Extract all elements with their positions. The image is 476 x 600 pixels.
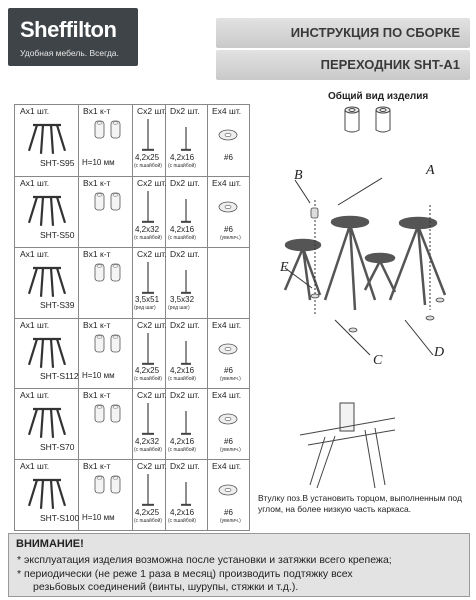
bushing-icon (95, 405, 104, 422)
column-header: Ex4 шт. (212, 461, 242, 472)
parts-table (14, 104, 250, 531)
leader-a (338, 178, 382, 205)
column-divider (132, 177, 133, 248)
washer-note: (увелич.) (220, 376, 241, 383)
bushing-icon (95, 476, 104, 493)
screw-c-note: (с пшайбой) (134, 447, 162, 454)
bushing-icon (111, 476, 120, 493)
screw-d-note: (с пшайбой) (168, 162, 196, 169)
column-divider (132, 389, 133, 460)
washer-note: (увелич.) (220, 234, 241, 241)
letter-d: D (434, 345, 445, 360)
model-name: SHT-S39 (40, 300, 75, 311)
column-header: Ax1 шт. (20, 461, 50, 472)
bushing-icon (111, 264, 120, 281)
model-name: SHT-S95 (40, 157, 75, 168)
screw-c-size: 4,2x32 (135, 437, 160, 447)
column-header: Bx1 к-т (83, 461, 111, 472)
letter-e: E (280, 260, 289, 275)
bushing-icon (95, 121, 104, 138)
column-divider (78, 105, 79, 176)
column-header: Dx2 шт. (170, 177, 200, 188)
column-header: Ex4 шт. (212, 319, 242, 330)
column-divider (132, 319, 133, 390)
column-header: Dx2 шт. (170, 461, 200, 472)
column-header: Dx2 шт. (170, 390, 200, 401)
leader-c (335, 320, 370, 355)
column-header: Bx1 к-т (83, 319, 111, 330)
bushing-top-right-icon (376, 107, 390, 132)
screw-c-note: (ред шаг) (134, 305, 156, 312)
bushing-icon (95, 264, 104, 281)
column-header: Ex4 шт. (212, 177, 242, 188)
column-divider (132, 105, 133, 176)
washer-size: #6 (224, 224, 233, 234)
stool-frames (285, 217, 445, 310)
column-divider (207, 105, 208, 176)
base-frame-icon (29, 409, 65, 438)
bushing-icon (111, 121, 120, 138)
screw-c-note: (с пшайбой) (134, 234, 162, 241)
letter-a: A (426, 163, 435, 178)
washer-hole-icon (225, 418, 231, 421)
document-subtitle: ПЕРЕХОДНИК SHT-A1 (320, 57, 460, 72)
table-row (15, 459, 249, 531)
bushing-icon (111, 405, 120, 422)
column-divider (78, 177, 79, 248)
model-name: SHT-S50 (40, 229, 75, 240)
washer-size: #6 (224, 507, 233, 517)
column-divider (207, 389, 208, 460)
column-divider (207, 460, 208, 531)
screw-d-note: (с пшайбой) (168, 517, 196, 524)
screw-d-note: (с пшайбой) (168, 376, 196, 383)
column-header: Ax1 шт. (20, 390, 50, 401)
screw-c-size: 4,2x32 (135, 224, 160, 234)
screw-d-size: 4,2x16 (170, 224, 195, 234)
column-divider (78, 248, 79, 319)
column-header: Ax1 шт. (20, 319, 50, 330)
letter-b: B (294, 168, 303, 183)
warning-box (8, 533, 470, 597)
column-header: Cx2 шт. (137, 390, 167, 401)
document-title: ИНСТРУКЦИЯ ПО СБОРКЕ (290, 25, 460, 40)
column-header: Bx1 к-т (83, 390, 111, 401)
bushing-icon (95, 335, 104, 352)
model-name: SHT-S70 (40, 442, 75, 453)
column-header: Ex4 шт. (212, 390, 242, 401)
column-header: Cx2 шт. (137, 461, 167, 472)
column-divider (207, 248, 208, 319)
column-divider (132, 460, 133, 531)
bushing-icon (111, 335, 120, 352)
general-view-label: Общий вид изделия (328, 91, 429, 102)
letter-c: C (373, 353, 383, 368)
column-header: Ax1 шт. (20, 177, 50, 188)
screw-c-note: (с пшайбой) (134, 162, 162, 169)
warning-line-1: * эксплуатация изделия возможна после установки и затяжки всего крепежа; (17, 554, 392, 566)
washer-size: #6 (224, 366, 233, 376)
warning-line-3: резьбовых соединений (винты, шурупы, стяжки и т.д.). (33, 581, 299, 593)
header (0, 0, 476, 88)
bushing-top-left-icon (345, 107, 359, 132)
column-header: Ax1 шт. (20, 248, 50, 259)
screw-d-size: 4,2x16 (170, 507, 195, 517)
washer-hole-icon (225, 488, 231, 491)
screw-d-note: (с пшайбой) (168, 234, 196, 241)
brand-logo (8, 8, 138, 66)
bushing-icon (95, 193, 104, 210)
base-frame-icon (29, 125, 65, 154)
model-name: SHT-S112 (40, 371, 79, 382)
column-header: Cx2 шт. (137, 177, 167, 188)
table-row (15, 105, 249, 176)
column-header: Bx1 к-т (83, 177, 111, 188)
screw-c-size: 3,5x51 (135, 295, 160, 305)
base-frame-icon (29, 268, 65, 297)
column-header: Dx2 шт. (170, 106, 200, 116)
column-header: Bx1 к-т (83, 248, 111, 259)
column-divider (207, 319, 208, 390)
warning-line-2: * периодически (не реже 1 раза в месяц) производить подтяжку всех (17, 568, 353, 580)
model-name: SHT-S100 (40, 512, 80, 523)
column-divider (207, 177, 208, 248)
base-frame-icon (29, 480, 65, 509)
table-row (15, 247, 249, 319)
screw-d-size: 4,2x16 (170, 152, 195, 162)
column-header: Bx1 к-т (83, 106, 111, 116)
screw-c-note: (с пшайбой) (134, 517, 162, 524)
table-row (15, 388, 249, 460)
warning-title: ВНИМАНИЕ! (16, 538, 84, 550)
assembly-diagram (255, 100, 470, 490)
column-header: Dx2 шт. (170, 319, 200, 330)
washer-hole-icon (225, 347, 231, 350)
bushing-height: H=10 мм (82, 371, 115, 381)
screw-d-note: (с пшайбой) (168, 447, 196, 454)
washer-hole-icon (225, 205, 231, 208)
bushing-note: Втулку поз.B установить торцом, выполненным под углом, на более низкую часть каркаса. (258, 493, 462, 514)
screw-d-size: 3,5x32 (170, 295, 195, 305)
bushing-height: H=10 мм (82, 157, 115, 167)
screw-d-note: (ред шаг) (168, 305, 190, 312)
bushing-height: H=10 мм (82, 512, 115, 522)
screw-c-note: (с пшайбой) (134, 376, 162, 383)
bushing-closeup (300, 403, 395, 488)
washer-note: (увелич.) (220, 447, 241, 454)
washer-size: #6 (224, 437, 233, 447)
table-row (15, 318, 249, 390)
leader-d (405, 320, 433, 355)
washer-size: #6 (224, 152, 233, 162)
brand-name: Sheffilton (20, 17, 117, 42)
column-header: Ex4 шт. (212, 106, 242, 116)
brand-slogan: Удобная мебель. Всегда. (20, 48, 119, 58)
column-header: Dx2 шт. (170, 248, 200, 259)
screw-c-size: 4,2x25 (135, 507, 160, 517)
column-header: Ax1 шт. (20, 106, 50, 116)
column-divider (132, 248, 133, 319)
base-frame-icon (29, 339, 65, 368)
screw-d-size: 4,2x16 (170, 437, 195, 447)
washer-hole-icon (225, 133, 231, 136)
washer-note: (увелич.) (220, 517, 241, 524)
title-bar (216, 18, 470, 48)
screw-c-size: 4,2x25 (135, 366, 160, 376)
base-frame-icon (29, 197, 65, 226)
bushing-icon (111, 193, 120, 210)
screw-d-size: 4,2x16 (170, 366, 195, 376)
column-header: Cx2 шт. (137, 248, 167, 259)
column-header: Cx2 шт. (137, 319, 167, 330)
screw-c-size: 4,2x25 (135, 152, 160, 162)
column-divider (78, 389, 79, 460)
table-row (15, 176, 249, 248)
column-header: Cx2 шт. (137, 106, 167, 116)
subtitle-bar (216, 50, 470, 80)
